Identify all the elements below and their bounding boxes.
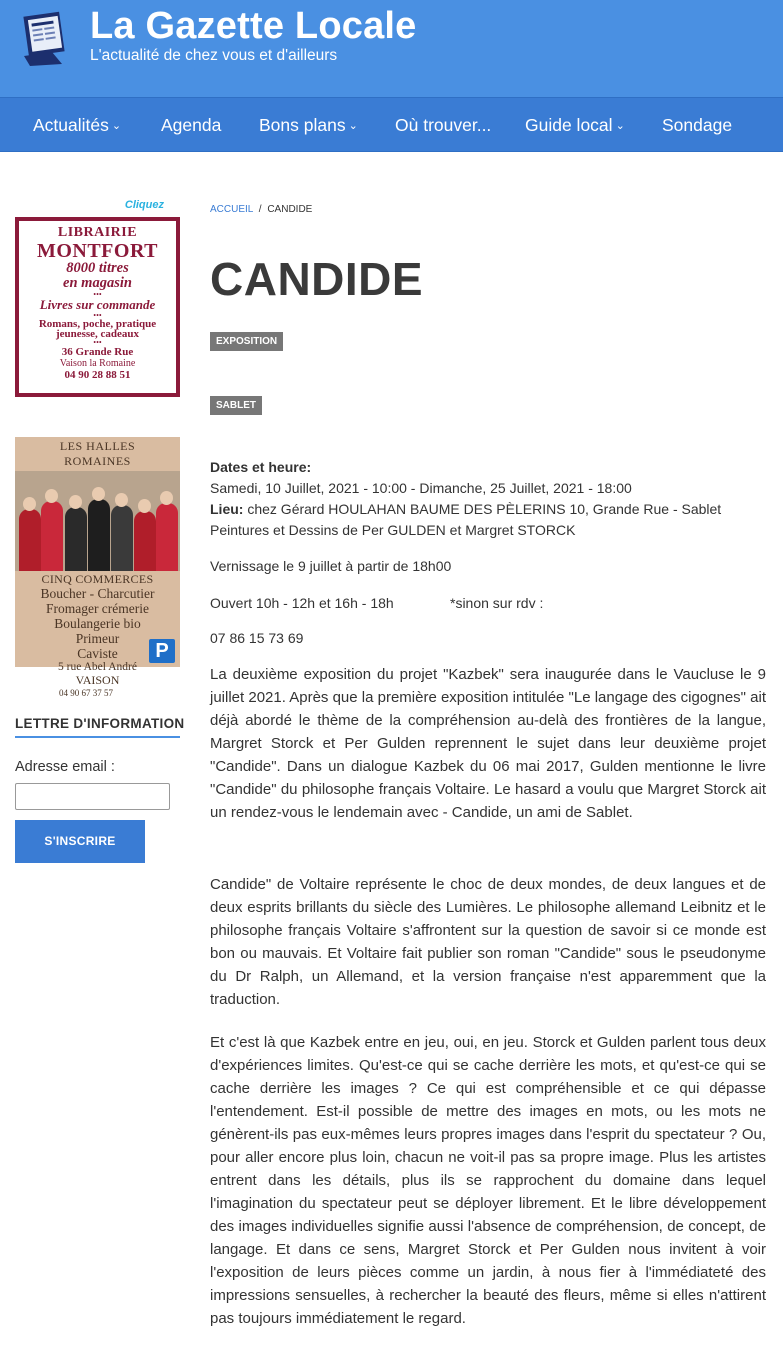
ad-line: 8000 titres xyxy=(66,260,129,276)
photo-person xyxy=(65,507,87,571)
newsletter-title: LETTRE D'INFORMATION xyxy=(15,716,185,731)
email-label: Adresse email : xyxy=(15,759,115,775)
breadcrumb-current: CANDIDE xyxy=(267,204,313,215)
nav-item-sondage[interactable] xyxy=(662,98,732,153)
photo-person-head xyxy=(23,497,36,511)
site-tagline: L'actualité de chez vous et d'ailleurs xyxy=(90,47,338,64)
dates-value: Samedi, 10 Juillet, 2021 - 10:00 - Dimanche, 25 Juillet, 2021 - 18:00 xyxy=(210,480,632,496)
nav-item-label: Où trouver... xyxy=(395,115,492,135)
ad-line: Romans, poche, pratique xyxy=(38,318,157,330)
photo-person xyxy=(111,505,133,571)
ad-line: Caviste xyxy=(77,646,118,661)
opening-hours xyxy=(210,593,544,614)
ad-line: 04 90 28 88 51 xyxy=(64,369,131,381)
category-tag[interactable]: EXPOSITION xyxy=(210,332,283,351)
ad-line: Vaison la Romaine xyxy=(59,358,136,369)
main-navigation xyxy=(0,97,783,152)
chevron-down-icon: ⌄ xyxy=(615,120,625,132)
phone-number: 07 86 15 73 69 xyxy=(210,630,304,646)
ad-line: ROMAINES xyxy=(64,454,131,468)
email-field[interactable] xyxy=(15,783,170,810)
ad-line: jeunesse, cadeaux xyxy=(55,328,140,340)
nav-item-label: Sondage xyxy=(662,115,733,135)
photo-person-head xyxy=(138,499,151,513)
ad-line: Livres sur commande xyxy=(39,297,156,312)
ad-halles-romaines[interactable] xyxy=(15,437,180,698)
ad-line: en magasin xyxy=(63,275,132,291)
photo-person xyxy=(19,509,41,571)
photo-person xyxy=(88,499,110,571)
nav-item-guide-local[interactable] xyxy=(525,98,625,153)
nav-item-label: Agenda xyxy=(161,115,222,135)
dates-label: Dates et heure: xyxy=(210,459,312,475)
photo-person xyxy=(41,501,63,571)
ad-separator: ••• xyxy=(93,338,102,347)
nav-item-ou-trouver[interactable] xyxy=(395,98,491,153)
photo-person-head xyxy=(69,495,82,509)
ad-line: 36 Grande Rue xyxy=(61,346,134,358)
opening-hours-text: Ouvert 10h - 12h et 16h - 18h xyxy=(210,595,394,611)
article-paragraph: Candide" de Voltaire représente le choc de deux mondes, de deux langues et de deux esprits brillants du siècle des Lumières. Le philosophe allemand Leibnitz et le philosophe français Voltaire s'affrontent sur la question de savoir si ce monde est bon ou mauvais. Et Voltaire fait publier son roman "Candide" sous le pseudonyme du Dr Ralph, un Allemand, et la version française n'est apparemment que la traduction. xyxy=(210,876,766,1008)
ad-line: CINQ COMMERCES xyxy=(41,572,154,586)
article-paragraph: La deuxième exposition du projet "Kazbek" sera inaugurée dans le Vaucluse le 9 juillet 2021. Après que la première exposition intitulée "Le langage des cigognes" ait déjà abordé le thème de la compréhension au-delà des frontières de la langue, Margret Storck et Per Gulden reprennent le sujet dans leur deuxième projet "Candide". Dans un dialogue Kazbek du 06 mai 2017, Gulden mentionne le livre "Candide" du philosophe français Voltaire. Le hasard a voulu que Margret Storck ait un rendez-vous le lendemain avec - Candide, un ami de Sablet. xyxy=(210,666,767,821)
ad-line: VAISON xyxy=(75,673,120,687)
nav-item-label: Bons plans xyxy=(259,115,346,135)
location-line xyxy=(210,499,721,520)
nav-item-actualites[interactable] xyxy=(33,98,121,153)
breadcrumb-home-link[interactable]: ACCUEIL xyxy=(210,204,253,215)
breadcrumb-separator: / xyxy=(258,204,262,215)
newspaper-logo-icon[interactable] xyxy=(22,12,68,66)
ad-line: LIBRAIRIE xyxy=(57,225,138,240)
shop-team-photo xyxy=(15,471,180,571)
page-title: CANDIDE xyxy=(210,253,424,305)
newsletter-divider xyxy=(15,736,180,738)
site-header xyxy=(0,0,783,97)
ad-content xyxy=(15,571,180,699)
ad-separator: ••• xyxy=(93,311,102,320)
ad-librairie-montfort[interactable] xyxy=(15,197,180,397)
ad-line: 5 rue Abel André xyxy=(58,661,137,673)
article-paragraph: Et c'est là que Kazbek entre en jeu, oui, en jeu. Storck et Gulden parlent tous deux d'expériences limites. Qu'est-ce qui se cache derrière les mots, et qu'est-ce qui se cache derrière les images ? Ce qui est compréhensible et ce qui dépasse l'entendement. Est-il possible de mettre des images en mots, ou les mots ne génèrent-ils pas eux-mêmes leurs propres images dans l'esprit du spectateur ? Ou, pour aller encore plus loin, chacun ne voit-il pas sa propre image. Plus les artistes entrent dans les détails, plus ils se rapprochent du domaine dans lequel l'imagination du spectateur peut se déployer librement. Et le libre développement des images individuelles signifie aussi l'absence de compréhension, de concept, de langage. Et dans ce sens, Margret Storck et Per Gulden nous invitent à voir l'exposition de leurs pièces comme un jardin, à nous fier à l'immédiateté des impressions sensuelles, à rechercher la beauté des fleurs, même si elles n'attirent pas toujours immédiatement le regard. xyxy=(210,1034,766,1327)
appointment-note: *sinon sur rdv : xyxy=(450,595,544,611)
nav-item-label: Actualités xyxy=(33,115,109,135)
photo-person-head xyxy=(45,489,58,503)
event-description: Peintures et Dessins de Per GULDEN et Margret STORCK xyxy=(210,522,576,538)
ad-line: MONTFORT xyxy=(36,240,159,262)
subscribe-button[interactable]: S'INSCRIRE xyxy=(15,820,145,863)
vernissage-text: Vernissage le 9 juillet à partir de 18h00 xyxy=(210,558,452,574)
location-tag[interactable]: SABLET xyxy=(210,396,262,415)
ad-separator: ••• xyxy=(93,290,102,299)
chevron-down-icon: ⌄ xyxy=(111,120,122,132)
photo-person xyxy=(156,503,178,571)
ad-line: Fromager crémerie xyxy=(45,601,150,616)
ad-line: Boulangerie bio xyxy=(54,616,141,631)
location-label: Lieu: xyxy=(210,501,244,517)
photo-person-head xyxy=(92,487,105,501)
ad-content xyxy=(19,221,176,393)
ad-line: Primeur xyxy=(75,631,120,646)
nav-item-bons-plans[interactable] xyxy=(259,98,358,153)
ad-header xyxy=(15,437,180,469)
ad-frame xyxy=(15,217,180,397)
photo-person-head xyxy=(160,491,173,505)
breadcrumb xyxy=(210,204,312,215)
ad-line: Boucher - Charcutier xyxy=(40,586,155,601)
photo-person xyxy=(134,511,156,571)
ad-line: 04 90 67 37 57 xyxy=(59,688,113,698)
photo-person-head xyxy=(115,493,128,507)
ad-click-label[interactable]: Cliquez xyxy=(124,199,164,211)
nav-item-label: Guide local xyxy=(525,115,613,135)
site-title[interactable]: La Gazette Locale xyxy=(90,5,417,47)
ad-line: LES HALLES xyxy=(59,439,136,453)
nav-item-agenda[interactable] xyxy=(161,98,221,153)
location-value: chez Gérard HOULAHAN BAUME DES PÈLERINS 10, Grande Rue - Sablet xyxy=(243,501,722,517)
parking-icon: P xyxy=(149,639,175,663)
chevron-down-icon: ⌄ xyxy=(348,120,358,132)
